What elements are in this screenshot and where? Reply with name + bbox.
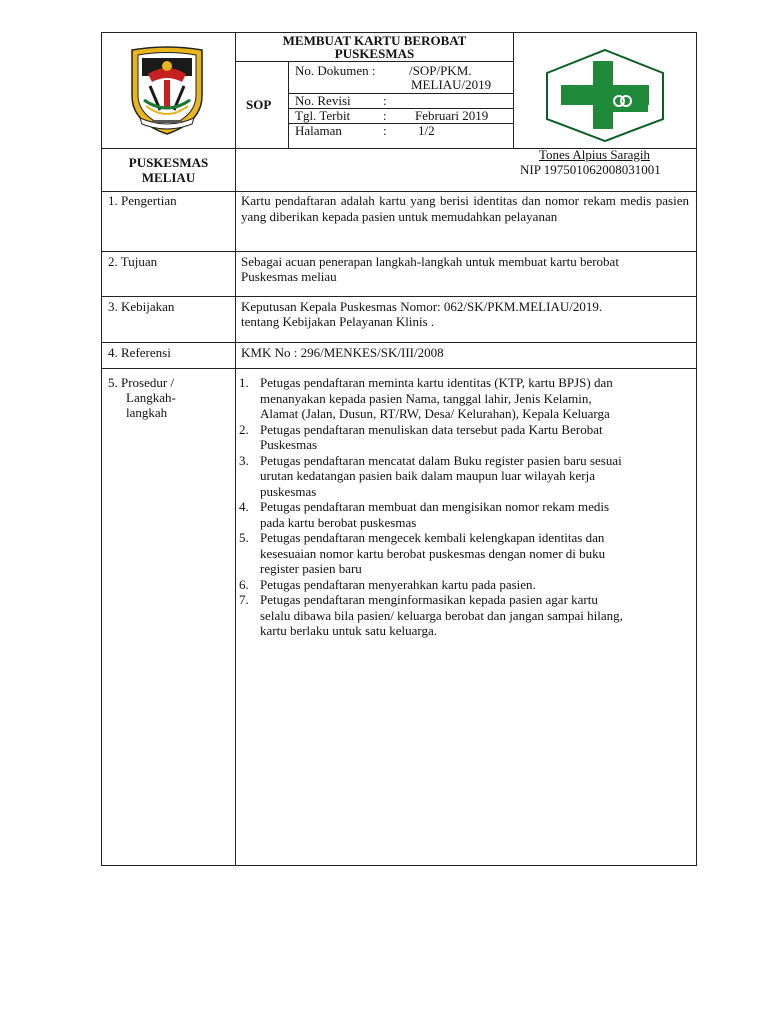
document-title-line2: PUSKESMAS — [334, 46, 415, 61]
issue-date-value: Februari 2019 — [415, 108, 489, 123]
procedure-step-number: 7. — [239, 592, 249, 607]
organization-name-line2: MELIAU — [141, 170, 196, 185]
procedure-step-line: kartu berlaku untuk satu keluarga. — [260, 623, 438, 638]
procedure-step — [236, 499, 691, 530]
procedure-step-line: Petugas pendaftaran meminta kartu identitas (KTP, kartu BPJS) dan — [260, 375, 613, 390]
issue-date-colon: : — [383, 108, 387, 123]
procedure-step-line: Petugas pendaftaran membuat dan mengisikan nomor rekam medis — [260, 499, 610, 514]
section-label-prosedur-line2: Langkah- — [126, 390, 176, 405]
procedure-step — [236, 577, 691, 593]
procedure-step-line: urutan kedatangan pasien baik dalam maupun luar wilayah kerja — [260, 468, 595, 483]
procedure-step-number: 3. — [239, 452, 249, 468]
procedure-step-line: register pasien baru — [260, 561, 362, 576]
page-colon: : — [383, 123, 387, 138]
procedure-step-line: Petugas pendaftaran mengecek kembali kelengkapan identitas dan — [260, 530, 605, 545]
section-label-prosedur-line1: 5. Prosedur / — [108, 375, 175, 390]
procedure-list — [236, 375, 691, 639]
doc-number-value-line1: /SOP/PKM. — [409, 63, 472, 78]
sop-label: SOP — [246, 97, 272, 112]
procedure-step-line: puskesmas — [260, 483, 317, 499]
procedure-step-line: Alamat (Jalan, Dusun, RT/RW, Desa/ Kelurahan), Kepala Keluarga — [260, 406, 610, 421]
page-label: Halaman — [295, 123, 342, 138]
procedure-step-line: Petugas pendaftaran mencatat dalam Buku register pasien baru sesuai — [260, 452, 622, 468]
procedure-step-line: menanyakan kepada pasien Nama, tanggal lahir, Jenis Kelamin, — [260, 390, 592, 406]
procedure-step — [236, 375, 691, 422]
procedure-step-line: Petugas pendaftaran menuliskan data tersebut pada Kartu Berobat — [260, 421, 603, 437]
signatory-name: Tones Alpius Saragih — [539, 147, 651, 162]
procedure-step-line: pada kartu berobat puskesmas — [260, 514, 417, 530]
doc-number-label: No. Dokumen : — [295, 63, 376, 78]
section-label-pengertian: 1. Pengertian — [108, 193, 177, 208]
procedure-step-line: kesesuaian nomor kartu berobat puskesmas dengan nomer di buku — [260, 545, 606, 561]
procedure-step-number: 2. — [239, 421, 249, 437]
section-text-referensi: KMK No : 296/MENKES/SK/III/2008 — [241, 345, 444, 360]
section-text-pengertian: Kartu pendaftaran adalah kartu yang berisi identitas dan nomor rekam medis pasien yang diberikan kepada pasien untuk memudahkan pelayanan — [241, 193, 689, 224]
procedure-step-number: 4. — [239, 499, 249, 514]
revision-colon: : — [383, 93, 387, 108]
procedure-step — [236, 422, 691, 453]
procedure-step — [236, 453, 691, 500]
organization-name-line1: PUSKESMAS — [128, 155, 209, 170]
revision-label: No. Revisi — [295, 93, 351, 108]
section-label-referensi: 4. Referensi — [108, 345, 171, 360]
section-text-tujuan-line2: Puskesmas meliau — [241, 269, 337, 284]
procedure-step-number: 5. — [239, 530, 249, 545]
section-label-kebijakan: 3. Kebijakan — [108, 299, 175, 314]
document-title-line1: MEMBUAT KARTU BEROBAT — [282, 33, 467, 48]
section-text-tujuan-line1: Sebagai acuan penerapan langkah-langkah untuk membuat kartu berobat — [241, 254, 619, 269]
procedure-step-line: selalu dibawa bila pasien/ keluarga berobat dan jangan sampai hilang, — [260, 607, 623, 623]
puskesmas-logo — [543, 47, 667, 143]
page-value: 1/2 — [418, 123, 435, 138]
procedure-step-number: 6. — [239, 576, 249, 592]
section-label-prosedur-line3: langkah — [126, 405, 168, 420]
procedure-step — [236, 592, 691, 639]
procedure-step-number: 1. — [239, 375, 249, 390]
section-text-kebijakan-line2: tentang Kebijakan Pelayanan Klinis . — [241, 314, 435, 329]
procedure-step — [236, 530, 691, 577]
signatory-nip: NIP 197501062008031001 — [520, 162, 661, 177]
issue-date-label: Tgl. Terbit — [295, 108, 351, 123]
regional-coat-of-arms-logo — [126, 44, 208, 136]
procedure-step-line: Petugas pendaftaran menyerahkan kartu pada pasien. — [260, 576, 536, 592]
section-text-kebijakan-line1: Keputusan Kepala Puskesmas Nomor: 062/SK/PKM.MELIAU/2019. — [241, 299, 603, 314]
doc-number-value-line2: MELIAU/2019 — [411, 77, 492, 92]
procedure-step-line: Puskesmas — [260, 437, 318, 452]
procedure-step-line: Petugas pendaftaran menginformasikan kepada pasien agar kartu — [260, 592, 598, 607]
section-label-tujuan: 2. Tujuan — [108, 254, 158, 269]
